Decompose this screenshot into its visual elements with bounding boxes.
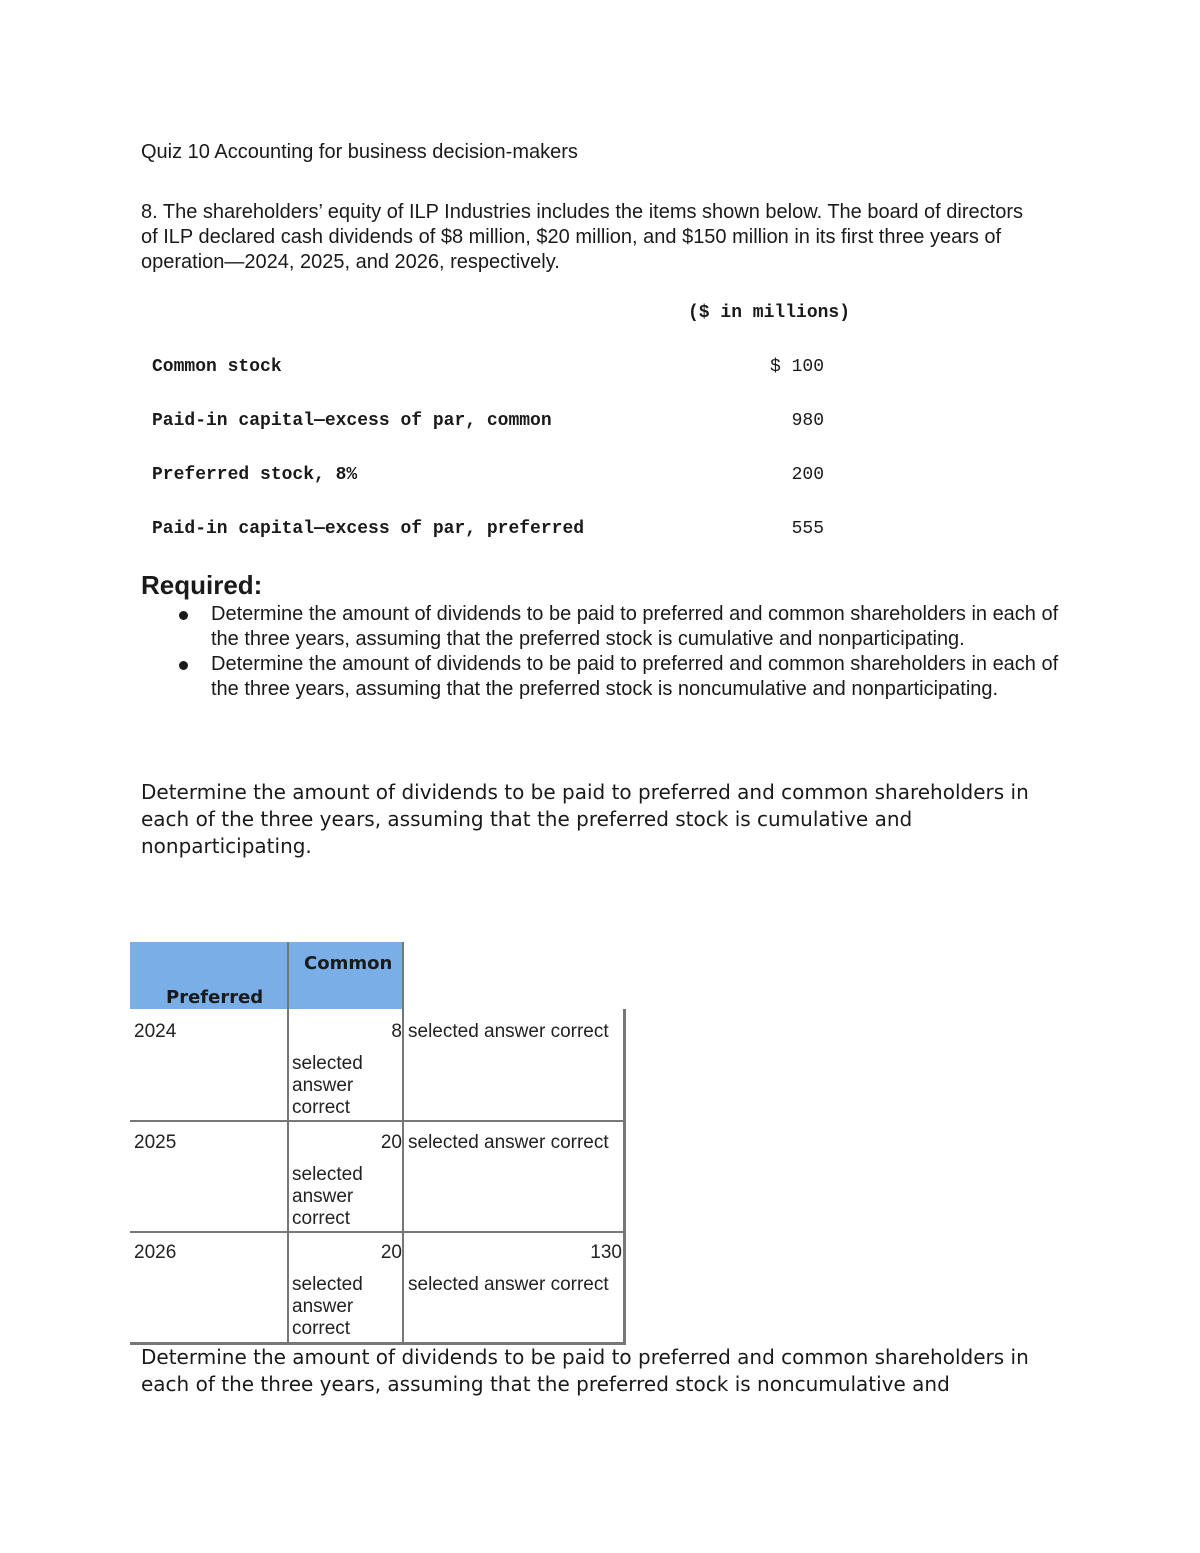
bullet-icon [179, 661, 188, 670]
required-item: Determine the amount of dividends to be paid to preferred and common shareholders in each of the three years, assuming that the preferred stock is cumulative and nonparticipating. [141, 602, 1061, 652]
year-2025: 2025 [134, 1132, 177, 1153]
equity-value-common-stock: $ 100 [769, 357, 824, 377]
equity-value-pic-preferred: 555 [791, 519, 824, 539]
year-2026: 2026 [134, 1242, 177, 1263]
page-title: Quiz 10 Accounting for business decision-makers [141, 141, 578, 163]
grid-line [623, 1009, 626, 1345]
grid-line [130, 1231, 625, 1233]
equity-label-pic-common: Paid-in capital—excess of par, common [152, 411, 552, 431]
equity-label-pic-preferred: Paid-in capital—excess of par, preferred [152, 519, 585, 539]
status-common-2025: selected answer correct [408, 1132, 609, 1153]
header-preferred: Preferred [130, 942, 288, 1009]
equity-label-preferred-stock: Preferred stock, 8% [152, 465, 358, 485]
grid-line [130, 1120, 625, 1122]
header-common: Common [288, 942, 404, 1009]
question-text: 8. The shareholders’ equity of ILP Industries includes the items shown below. The board of directors of ILP declared cash dividends of $8 million, $20 million, and $150 million in its first three years of operation—2024, 2025, and 2026, respectively. [141, 201, 1023, 273]
required-list [141, 602, 1061, 702]
preferred-2025[interactable]: 20 [380, 1132, 402, 1153]
preferred-2024[interactable]: 8 [391, 1021, 402, 1042]
part2-prompt: Determine the amount of dividends to be paid to preferred and common shareholders in each of the three years, assuming that the preferred stock is noncumulative and [141, 1345, 1029, 1396]
equity-value-preferred-stock: 200 [791, 465, 824, 485]
status-common-2024: selected answer correct [408, 1021, 609, 1042]
part1-prompt: Determine the amount of dividends to be paid to preferred and common shareholders in each of the three years, assuming that the preferred stock is cumulative and nonparticipating. [141, 780, 1029, 858]
status-preferred-2026: selected answer correct [292, 1274, 363, 1339]
required-heading: Required: [141, 570, 263, 600]
status-preferred-2025: selected answer correct [292, 1164, 363, 1229]
grid-line [287, 942, 289, 1343]
status-common-2026: selected answer correct [408, 1274, 609, 1295]
equity-value-pic-common: 980 [791, 411, 824, 431]
equity-label-common-stock: Common stock [152, 357, 282, 377]
grid-line [402, 942, 404, 1343]
year-2024: 2024 [134, 1021, 177, 1042]
common-2026[interactable]: 130 [590, 1242, 622, 1263]
status-preferred-2024: selected answer correct [292, 1053, 363, 1118]
required-item: Determine the amount of dividends to be paid to preferred and common shareholders in each of the three years, assuming that the preferred stock is noncumulative and nonparticipating. [141, 652, 1061, 702]
bullet-icon [179, 611, 188, 620]
equity-unit-header: ($ in millions) [688, 303, 851, 323]
preferred-2026[interactable]: 20 [380, 1242, 402, 1263]
